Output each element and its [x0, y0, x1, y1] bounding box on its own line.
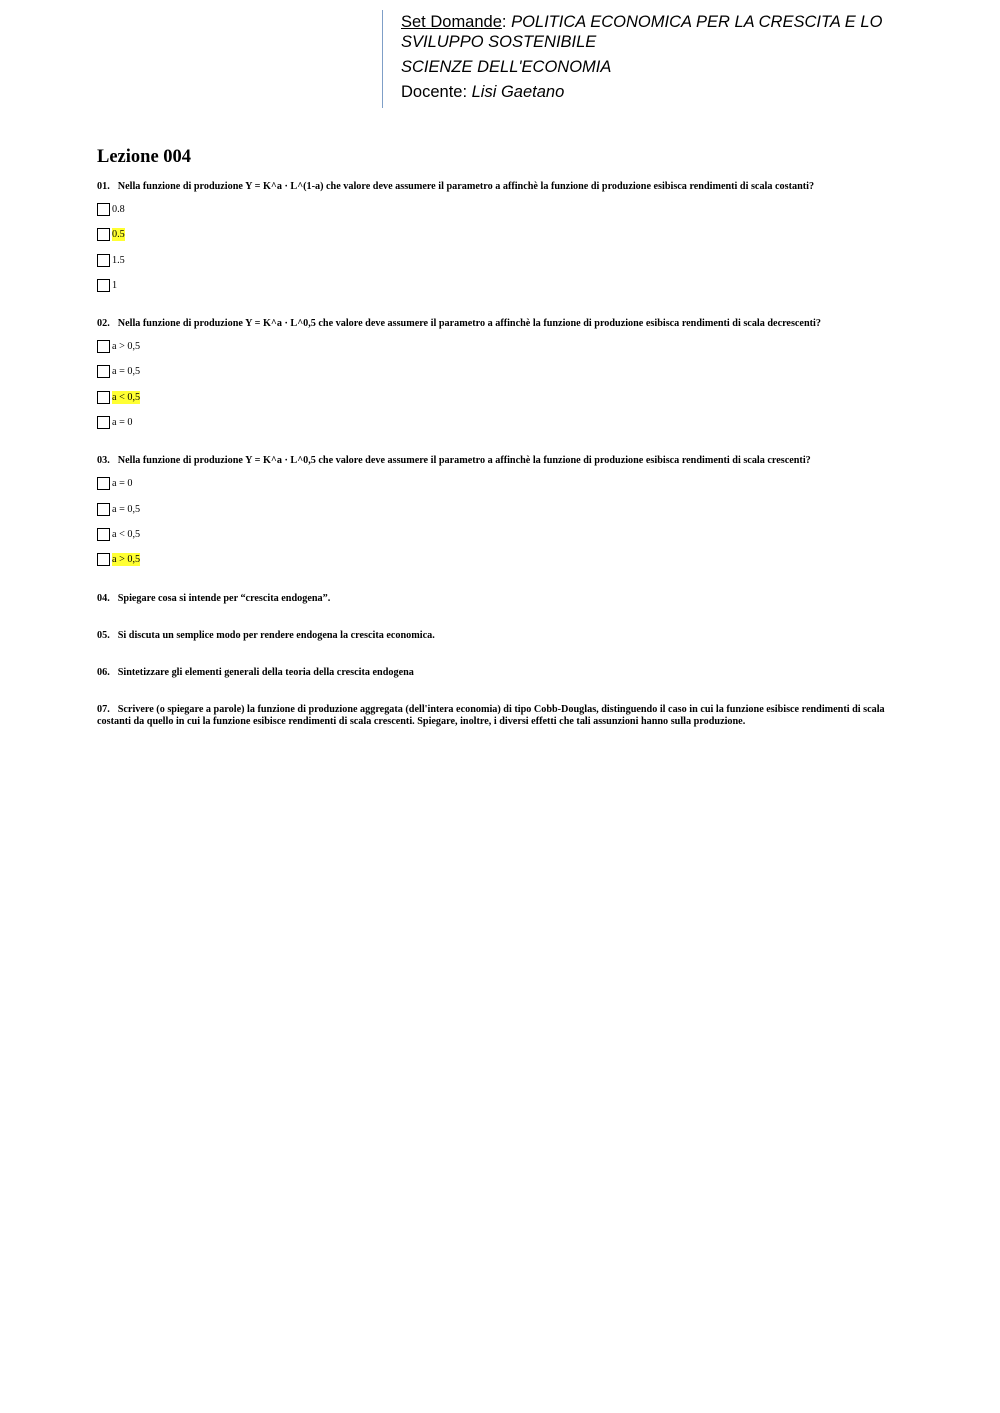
set-label: Set Domande — [401, 13, 502, 31]
question-text — [97, 667, 897, 679]
question-number: 07. — [97, 703, 110, 715]
set-separator: : — [501, 13, 512, 31]
question-number: 01. — [97, 181, 110, 192]
question-3 — [97, 455, 897, 578]
checkbox[interactable] — [97, 203, 110, 216]
answer-label: a = 0 — [112, 478, 133, 490]
answer-label: 1 — [112, 279, 118, 291]
question-5 — [97, 630, 897, 642]
question-body: Nella funzione di produzione Y = K^a · L^0,5 che valore deve assumere il parametro a affinchè la funzione di produzione esibisca rendimenti di scala decrescenti? — [117, 318, 821, 330]
question-text — [97, 704, 897, 728]
answer-label: a > 0,5 — [112, 341, 141, 353]
answer-option[interactable] — [97, 365, 897, 390]
question-body: Scrivere (o spiegare a parole) la funzione di produzione aggregata (dell'intera economia) di tipo Cobb-Douglas, distinguendo il caso in cui la funzione esibisce rendimenti di scala costanti da quello in cui la funzione esibisce rendimenti di scala crescenti. Spiegare, inoltre, i diversi effetti che tali assunzioni hanno sulla produzione. — [97, 703, 885, 727]
options-list — [97, 203, 897, 304]
question-text — [97, 318, 897, 330]
question-number: 03. — [97, 455, 110, 467]
answer-label: 1.5 — [112, 254, 125, 266]
answer-option[interactable] — [97, 553, 897, 578]
answer-option[interactable] — [97, 391, 897, 416]
answer-option[interactable] — [97, 528, 897, 553]
question-body: Spiegare cosa si intende per “crescita endogena”. — [117, 592, 331, 604]
question-number: 06. — [97, 666, 110, 678]
checkbox[interactable] — [97, 279, 110, 292]
question-text — [97, 181, 897, 193]
checkbox[interactable] — [97, 503, 110, 516]
checkbox[interactable] — [97, 228, 110, 241]
checkbox[interactable] — [97, 391, 110, 404]
checkbox[interactable] — [97, 254, 110, 267]
question-body: Nella funzione di produzione Y = K^a · L^(1-a) che valore deve assumere il parametro a affinchè la funzione di produzione esibisca rendimenti di scala costanti? — [117, 181, 815, 192]
teacher-name: Lisi Gaetano — [471, 83, 565, 101]
question-text — [97, 593, 897, 605]
lesson-title: Lezione 004 — [97, 147, 192, 167]
question-7 — [97, 704, 897, 728]
course-line — [401, 10, 942, 52]
question-2 — [97, 318, 897, 441]
answer-label: a = 0,5 — [112, 366, 141, 378]
question-4 — [97, 593, 897, 605]
answer-option[interactable] — [97, 228, 897, 253]
highlighted-answer-label: 0.5 — [112, 229, 125, 241]
checkbox[interactable] — [97, 553, 110, 566]
question-number: 05. — [97, 629, 110, 641]
question-body: Si discuta un semplice modo per rendere endogena la crescita economica. — [117, 629, 435, 641]
answer-option[interactable] — [97, 279, 897, 304]
checkbox[interactable] — [97, 340, 110, 353]
document-header — [382, 10, 942, 108]
answer-option[interactable] — [97, 254, 897, 279]
question-list — [97, 181, 897, 728]
highlighted-answer-label: a > 0,5 — [112, 554, 141, 566]
answer-label: 0.8 — [112, 204, 125, 215]
question-text — [97, 630, 897, 642]
answer-label: a = 0 — [112, 417, 133, 429]
question-1 — [97, 181, 897, 304]
checkbox[interactable] — [97, 416, 110, 429]
checkbox[interactable] — [97, 365, 110, 378]
answer-label: a < 0,5 — [112, 528, 141, 540]
options-list — [97, 477, 897, 578]
options-list — [97, 340, 897, 441]
question-text — [97, 455, 897, 467]
answer-option[interactable] — [97, 503, 897, 528]
checkbox[interactable] — [97, 477, 110, 490]
question-body: Nella funzione di produzione Y = K^a · L^0,5 che valore deve assumere il parametro a affinchè la funzione di produzione esibisca rendimenti di scala crescenti? — [117, 455, 811, 467]
answer-option[interactable] — [97, 416, 897, 441]
answer-label: a = 0,5 — [112, 503, 141, 515]
teacher-line — [401, 82, 942, 102]
course-title: POLITICA ECONOMICA PER LA CRESCITA E LO SVILUPPO SOSTENIBILE — [401, 13, 883, 51]
checkbox[interactable] — [97, 528, 110, 541]
answer-option[interactable] — [97, 340, 897, 365]
faculty: SCIENZE DELL'ECONOMIA — [401, 58, 612, 76]
question-number: 04. — [97, 592, 110, 604]
highlighted-answer-label: a < 0,5 — [112, 391, 141, 403]
question-6 — [97, 667, 897, 679]
teacher-label: Docente: — [401, 83, 472, 101]
answer-option[interactable] — [97, 203, 897, 228]
question-body: Sintetizzare gli elementi generali della teoria della crescita endogena — [117, 666, 414, 678]
question-number: 02. — [97, 318, 110, 330]
answer-option[interactable] — [97, 477, 897, 502]
